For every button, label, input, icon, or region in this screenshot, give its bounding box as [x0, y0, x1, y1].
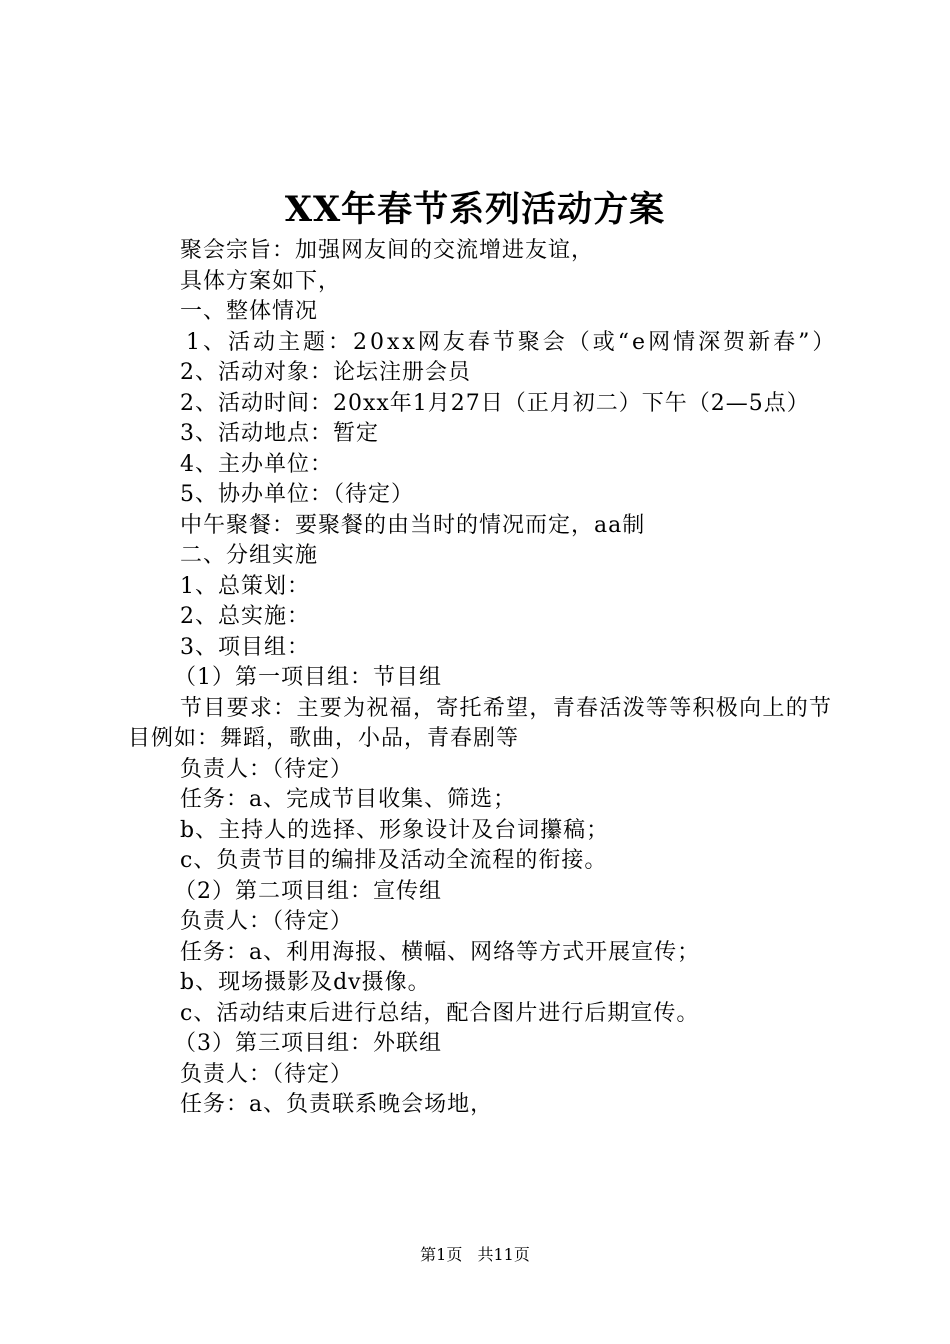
paragraph-group-1-task-c: c、负责节目的编排及活动全流程的衔接。 — [180, 848, 608, 873]
paragraph-chief-executor: 2、总实施： — [180, 604, 310, 629]
paragraph-lunch: 中午聚餐：要聚餐的由当时的情况而定，aa制 — [180, 512, 646, 538]
paragraph-group-2-task-c: c、活动结束后进行总结，配合图片进行后期宣传。 — [180, 1000, 700, 1026]
paragraph-group-2: （2）第二项目组：宣传组 — [174, 878, 442, 904]
paragraph-activity-audience: 2、活动对象：论坛注册会员 — [180, 360, 471, 385]
page-total: 共11页 — [477, 1245, 530, 1264]
page-number: 第1页 — [420, 1245, 463, 1264]
paragraph-purpose: 聚会宗旨：加强网友间的交流增进友谊， — [180, 238, 595, 263]
paragraph-chief-planner: 1、总策划： — [180, 573, 310, 599]
paragraph-group-2-task-b: b、现场摄影及dv摄像。 — [180, 970, 431, 995]
paragraph-group-1-owner: 负责人：（待定） — [180, 756, 354, 782]
paragraph-project-groups: 3、项目组： — [180, 634, 310, 660]
paragraph-organizer: 4、主办单位： — [180, 451, 333, 477]
paragraph-activity-theme: 1、活动主题：20xx网友春节聚会（或“e网情深贺新春”） — [186, 329, 838, 355]
paragraph-program-requirements: 节目要求：主要为祝福，寄托希望，青春活泼等等积极向上的节目例如：舞蹈，歌曲，小品，青春剧等 — [128, 695, 832, 751]
paragraph-group-1-task-a: 任务：a、完成节目收集、筛选； — [180, 787, 517, 812]
paragraph-group-1: （1）第一项目组：节目组 — [174, 665, 442, 690]
paragraph-plan-intro: 具体方案如下， — [180, 268, 342, 294]
paragraph-group-2-owner: 负责人：（待定） — [180, 909, 354, 934]
paragraph-group-3-owner: 负责人：（待定） — [180, 1061, 354, 1087]
paragraph-group-1-task-b: b、主持人的选择、形象设计及台词攥稿； — [180, 817, 610, 843]
section-heading-groups: 二、分组实施 — [180, 543, 319, 568]
paragraph-group-3-task-a: 任务：a、负责联系晚会场地， — [180, 1092, 494, 1117]
paragraph-co-organizer: 5、协办单位：（待定） — [180, 482, 414, 507]
document-title: XX年春节系列活动方案 — [284, 189, 666, 230]
paragraph-group-2-task-a: 任务：a、利用海报、横幅、网络等方式开展宣传； — [180, 939, 701, 965]
paragraph-activity-time: 2、活动时间：20xx年1月27日（正月初二）下午（2—5点） — [180, 390, 810, 416]
paragraph-group-3: （3）第三项目组：外联组 — [174, 1031, 442, 1056]
page-footer — [0, 1243, 950, 1267]
document-body — [128, 236, 838, 1121]
paragraph-activity-location: 3、活动地点：暂定 — [180, 421, 379, 446]
section-heading-overview: 一、整体情况 — [180, 299, 319, 324]
